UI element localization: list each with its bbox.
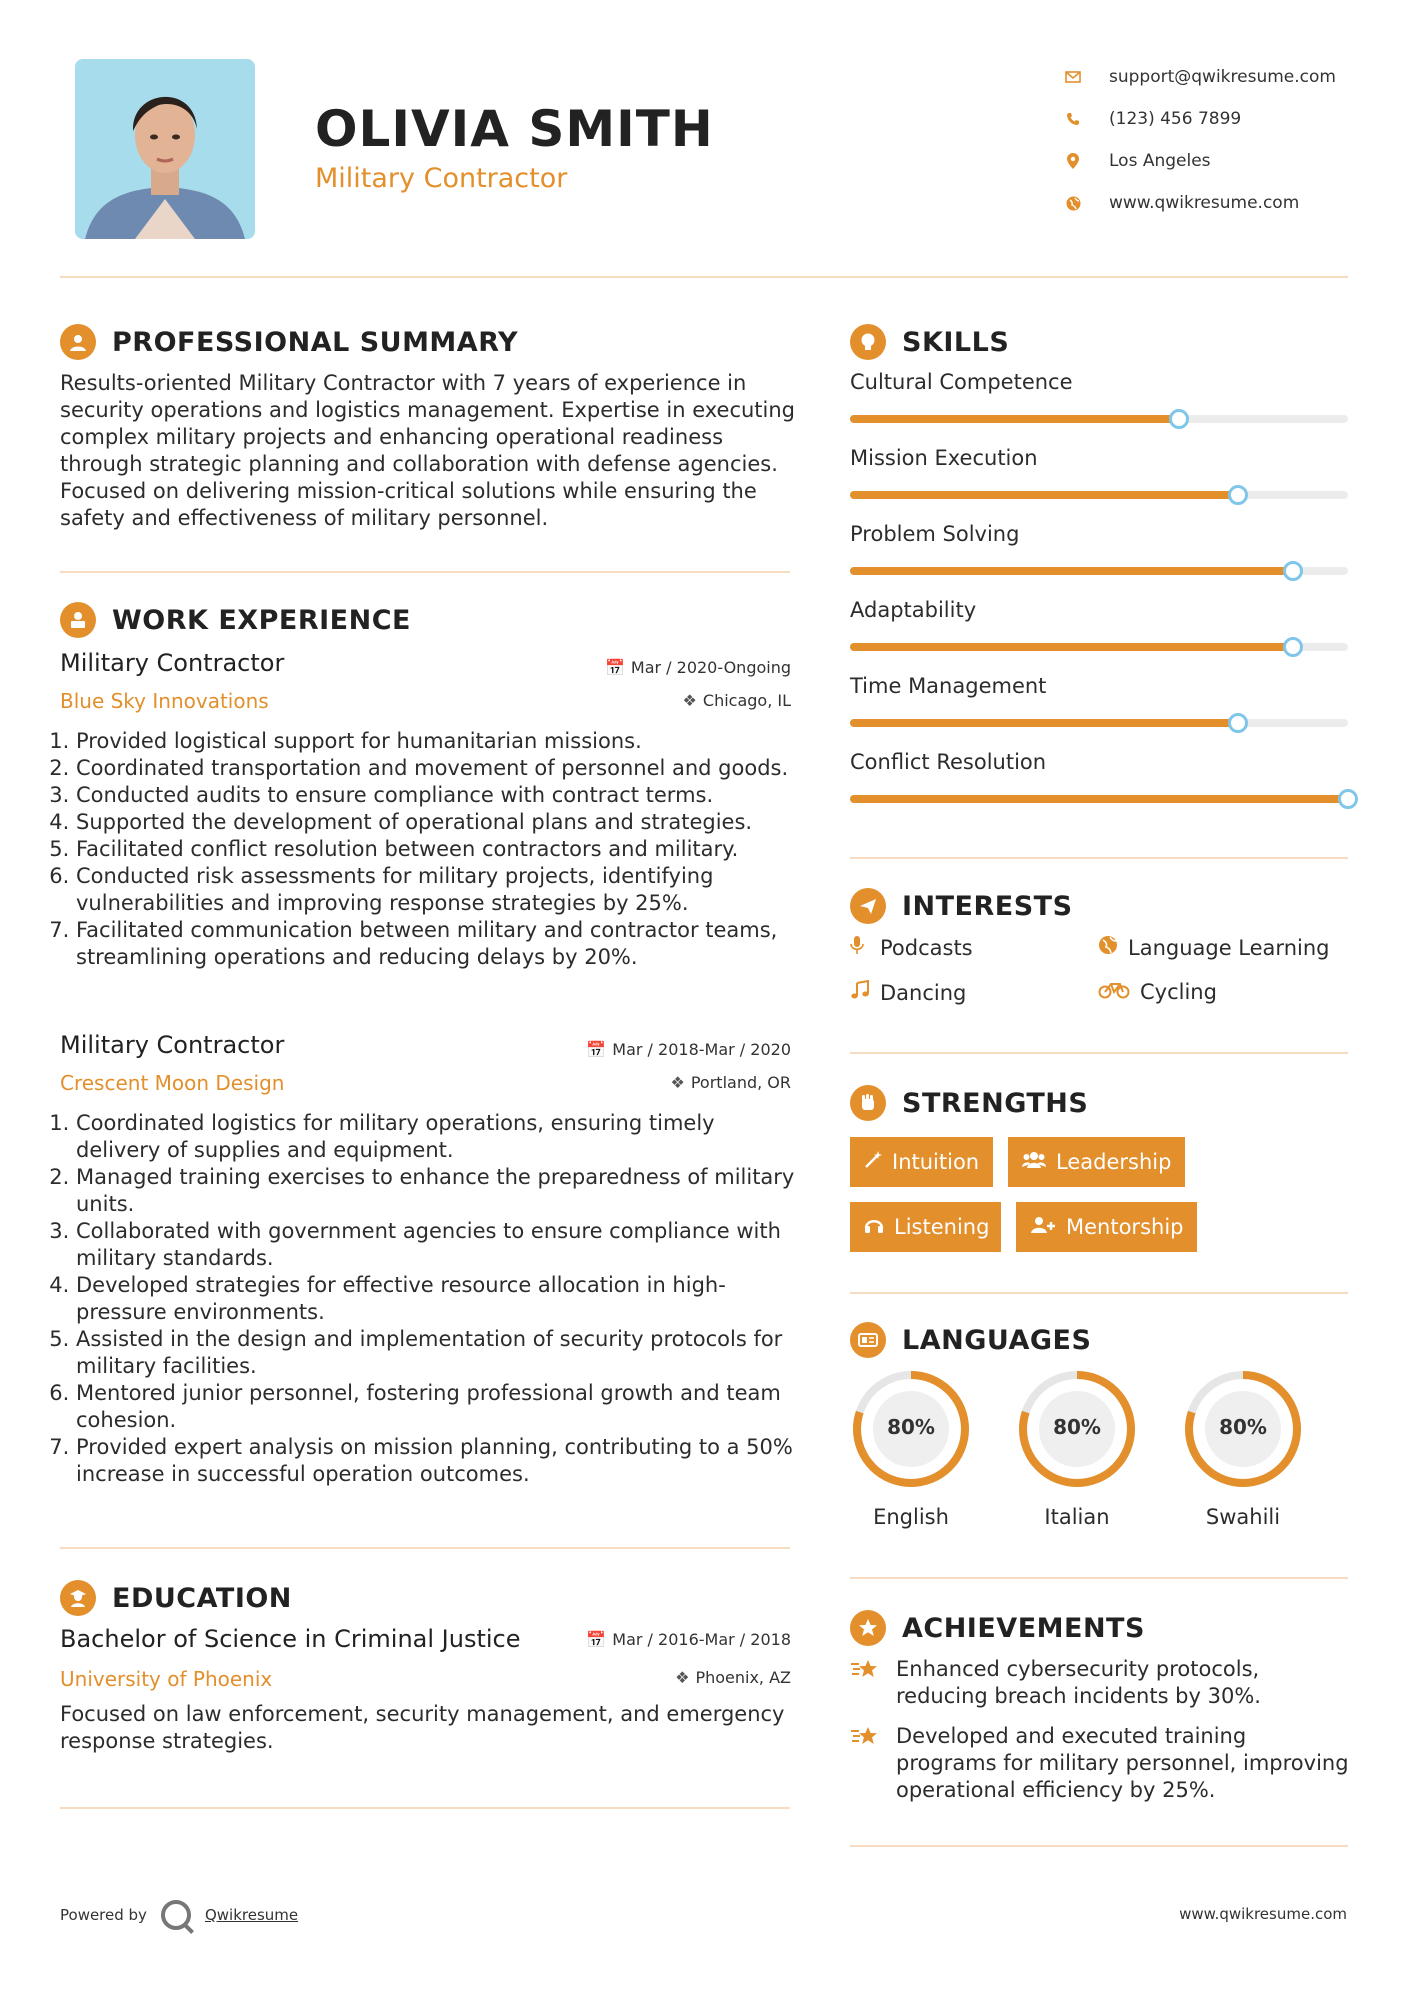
work-heading	[60, 602, 411, 638]
music-note-icon	[850, 980, 880, 1005]
skill-bar-knob	[1228, 713, 1248, 733]
achievement-text: Enhanced cybersecurity protocols, reducing breach incidents by 30%.	[896, 1657, 1261, 1708]
list-item: 1. Provided logistical support for humanitarian missions.	[76, 728, 798, 755]
skill-bar	[850, 491, 1348, 499]
strengths-heading	[850, 1085, 1088, 1121]
skill-label: Cultural Competence	[850, 370, 1073, 394]
qwikresume-logo-icon	[161, 1900, 191, 1930]
job-1-location: Chicago, IL	[702, 691, 791, 710]
calendar-icon: 📅	[586, 1040, 607, 1059]
skill-bar-knob	[1283, 561, 1303, 581]
list-item: 2. Managed training exercises to enhance the preparedness of military units.	[76, 1164, 798, 1218]
achievements-heading	[850, 1610, 1145, 1646]
skill-bar	[850, 719, 1348, 727]
work-divider	[60, 1547, 790, 1549]
interest-label: Dancing	[880, 980, 967, 1005]
map-pin-icon	[1055, 153, 1091, 169]
language-label: English	[873, 1505, 949, 1529]
calendar-icon: 📅	[586, 1630, 607, 1649]
skill-bar-knob	[1169, 409, 1189, 429]
strength-intuition	[850, 1137, 993, 1187]
magic-wand-icon	[864, 1150, 882, 1174]
interests-title: INTERESTS	[902, 890, 1073, 922]
education-location: Phoenix, AZ	[695, 1668, 791, 1687]
list-item: 4. Supported the development of operational plans and strategies.	[76, 809, 798, 836]
fist-icon	[850, 1085, 886, 1121]
education-degree: Bachelor of Science in Criminal Justice	[60, 1625, 521, 1653]
language-percent: 80%	[1053, 1415, 1101, 1439]
lightbulb-icon	[850, 324, 886, 360]
interest-label: Language Learning	[1128, 935, 1330, 960]
contact-phone-text: (123) 456 7899	[1109, 109, 1242, 129]
contact-website[interactable]	[1055, 182, 1336, 224]
job-2-bullets	[58, 1110, 798, 1488]
languages-divider	[850, 1577, 1348, 1579]
achievement-item	[850, 1656, 1350, 1710]
skill-bar-fill	[850, 795, 1348, 803]
interest-language-learning	[1098, 935, 1329, 960]
skills-heading	[850, 324, 1009, 360]
language-card-icon	[850, 1322, 886, 1358]
strength-label: Listening	[894, 1215, 990, 1239]
language-ring	[1016, 1368, 1138, 1490]
profile-photo	[75, 59, 255, 239]
skill-label: Conflict Resolution	[850, 750, 1047, 774]
globe-icon	[1055, 196, 1091, 211]
pushpin-icon: ❖	[670, 1073, 685, 1092]
job-1-dates-row	[605, 658, 791, 677]
contact-location-text: Los Angeles	[1109, 151, 1211, 171]
briefcase-icon	[60, 602, 96, 638]
skill-bar-fill	[850, 643, 1293, 651]
skill-bar	[850, 795, 1348, 803]
languages-heading	[850, 1322, 1091, 1358]
graduation-cap-icon	[60, 1580, 96, 1616]
user-icon	[60, 324, 96, 360]
education-divider	[60, 1807, 790, 1809]
list-item: 1. Coordinated logistics for military operations, ensuring timely delivery of supplies and equipment.	[76, 1110, 798, 1164]
powered-by-label: Powered by	[60, 1906, 147, 1924]
skills-divider	[850, 857, 1348, 859]
list-item: 5. Assisted in the design and implementation of security protocols for military facilities.	[76, 1326, 798, 1380]
contact-location	[1055, 140, 1336, 182]
achievement-text: Developed and executed training programs for military personnel, improving operational efficiency by 25%.	[896, 1724, 1349, 1802]
interest-cycling	[1098, 980, 1217, 1004]
education-text: Focused on law enforcement, security management, and emergency response strategies.	[60, 1702, 785, 1753]
pushpin-icon: ❖	[682, 691, 697, 710]
skill-bar	[850, 567, 1348, 575]
footer-powered-by	[60, 1900, 298, 1930]
skill-label: Mission Execution	[850, 446, 1038, 470]
summary-title: PROFESSIONAL SUMMARY	[112, 326, 519, 358]
users-icon	[1022, 1150, 1046, 1174]
job-2-location-row	[671, 1073, 792, 1092]
header-divider	[60, 276, 1348, 278]
skill-bar-fill	[850, 719, 1238, 727]
star-icon	[850, 1610, 886, 1646]
languages-title: LANGUAGES	[902, 1324, 1092, 1356]
paper-plane-icon	[850, 888, 886, 924]
list-item: 2. Coordinated transportation and movement of personnel and goods.	[76, 755, 798, 782]
strength-leadership	[1008, 1137, 1185, 1187]
skill-bar-knob	[1338, 789, 1358, 809]
contact-website-text: www.qwikresume.com	[1109, 193, 1300, 213]
language-percent: 80%	[887, 1415, 935, 1439]
skill-label: Time Management	[850, 674, 1047, 698]
summary-divider	[60, 571, 790, 573]
interests-heading	[850, 888, 1073, 924]
language-label: Swahili	[1205, 1505, 1281, 1529]
skill-bar-knob	[1283, 637, 1303, 657]
skill-bar-fill	[850, 491, 1238, 499]
skill-label: Adaptability	[850, 598, 977, 622]
skill-bar-fill	[850, 567, 1293, 575]
list-item: 3. Collaborated with government agencies to ensure compliance with military standards.	[76, 1218, 798, 1272]
job-1-location-row	[683, 691, 791, 710]
achievements-title: ACHIEVEMENTS	[902, 1612, 1145, 1644]
globe-icon	[1098, 935, 1128, 960]
job-2-dates-row	[586, 1040, 791, 1059]
shooting-star-icon	[850, 1656, 896, 1710]
footer-url[interactable]: www.qwikresume.com	[1179, 1905, 1347, 1923]
skills-title: SKILLS	[902, 326, 1010, 358]
strength-label: Leadership	[1056, 1150, 1172, 1174]
strength-label: Intuition	[892, 1150, 980, 1174]
interests-divider	[850, 1052, 1348, 1054]
strength-mentorship	[1016, 1202, 1197, 1252]
contact-email-text: support@qwikresume.com	[1109, 67, 1336, 87]
education-dates: Mar / 2016-Mar / 2018	[612, 1630, 791, 1649]
calendar-icon: 📅	[604, 658, 625, 677]
strength-listening	[850, 1202, 1001, 1252]
skill-bar	[850, 643, 1348, 651]
language-ring	[850, 1368, 972, 1490]
job-1-company: Blue Sky Innovations	[60, 689, 269, 713]
pushpin-icon: ❖	[675, 1668, 690, 1687]
interest-dancing	[850, 980, 966, 1005]
candidate-name: OLIVIA SMITH	[315, 100, 714, 158]
list-item: 6. Mentored junior personnel, fostering professional growth and team cohesion.	[76, 1380, 798, 1434]
brand-link[interactable]: Qwikresume	[204, 1906, 299, 1924]
list-item: 3. Conducted audits to ensure compliance with contract terms.	[76, 782, 798, 809]
summary-heading	[60, 324, 518, 360]
strengths-divider	[850, 1292, 1348, 1294]
job-2-title: Military Contractor	[60, 1031, 285, 1059]
interest-label: Podcasts	[880, 935, 973, 960]
job-1-bullets	[58, 728, 798, 971]
skill-bar-knob	[1228, 485, 1248, 505]
achievements-divider	[850, 1845, 1348, 1847]
headphones-icon	[864, 1215, 884, 1239]
language-ring	[1182, 1368, 1304, 1490]
contact-list	[1055, 56, 1336, 224]
language-percent: 80%	[1219, 1415, 1267, 1439]
job-2-company: Crescent Moon Design	[60, 1071, 285, 1095]
education-location-row	[675, 1668, 791, 1687]
education-dates-row	[586, 1630, 791, 1649]
list-item: 7. Facilitated communication between military and contractor teams, streamlining operations and reducing delays by 20%.	[76, 917, 798, 971]
achievement-item	[850, 1723, 1350, 1804]
job-2-dates: Mar / 2018-Mar / 2020	[612, 1040, 791, 1059]
list-item: 6. Conducted risk assessments for military projects, identifying vulnerabilities and improving response strategies by 25%.	[76, 863, 798, 917]
phone-icon	[1055, 112, 1091, 126]
education-school: University of Phoenix	[60, 1667, 273, 1691]
interest-podcasts	[850, 935, 973, 960]
contact-phone[interactable]	[1055, 98, 1336, 140]
summary-text: Results-oriented Military Contractor with 7 years of experience in security operations and logistics management. Expertise in executing complex military projects and enhancing operational readiness through strategic planning and collaboration with defense agencies. Focused on delivering mission-critical solutions while ensuring the safety and effectiveness of military personnel.	[60, 371, 796, 530]
job-1-title: Military Contractor	[60, 649, 285, 677]
bicycle-icon	[1098, 980, 1140, 1004]
shooting-star-icon	[850, 1723, 896, 1804]
list-item: 4. Developed strategies for effective resource allocation in high-pressure environments.	[76, 1272, 798, 1326]
list-item: 7. Provided expert analysis on mission planning, contributing to a 50% increase in successful operation outcomes.	[76, 1434, 798, 1488]
strengths-title: STRENGTHS	[902, 1087, 1089, 1119]
envelope-icon	[1055, 71, 1091, 83]
list-item: 5. Facilitated conflict resolution between contractors and military.	[76, 836, 798, 863]
contact-email[interactable]	[1055, 56, 1336, 98]
job-1-dates: Mar / 2020-Ongoing	[630, 658, 791, 677]
skill-bar	[850, 415, 1348, 423]
language-label: Italian	[1044, 1505, 1110, 1529]
skill-label: Problem Solving	[850, 522, 1020, 546]
candidate-role: Military Contractor	[315, 163, 568, 194]
skill-bar-fill	[850, 415, 1179, 423]
interest-label: Cycling	[1140, 980, 1217, 1004]
education-title: EDUCATION	[112, 1582, 292, 1614]
user-plus-icon	[1030, 1215, 1056, 1239]
job-2-location: Portland, OR	[690, 1073, 791, 1092]
strength-label: Mentorship	[1066, 1215, 1184, 1239]
microphone-icon	[850, 935, 880, 960]
work-title: WORK EXPERIENCE	[112, 604, 411, 636]
education-heading	[60, 1580, 292, 1616]
